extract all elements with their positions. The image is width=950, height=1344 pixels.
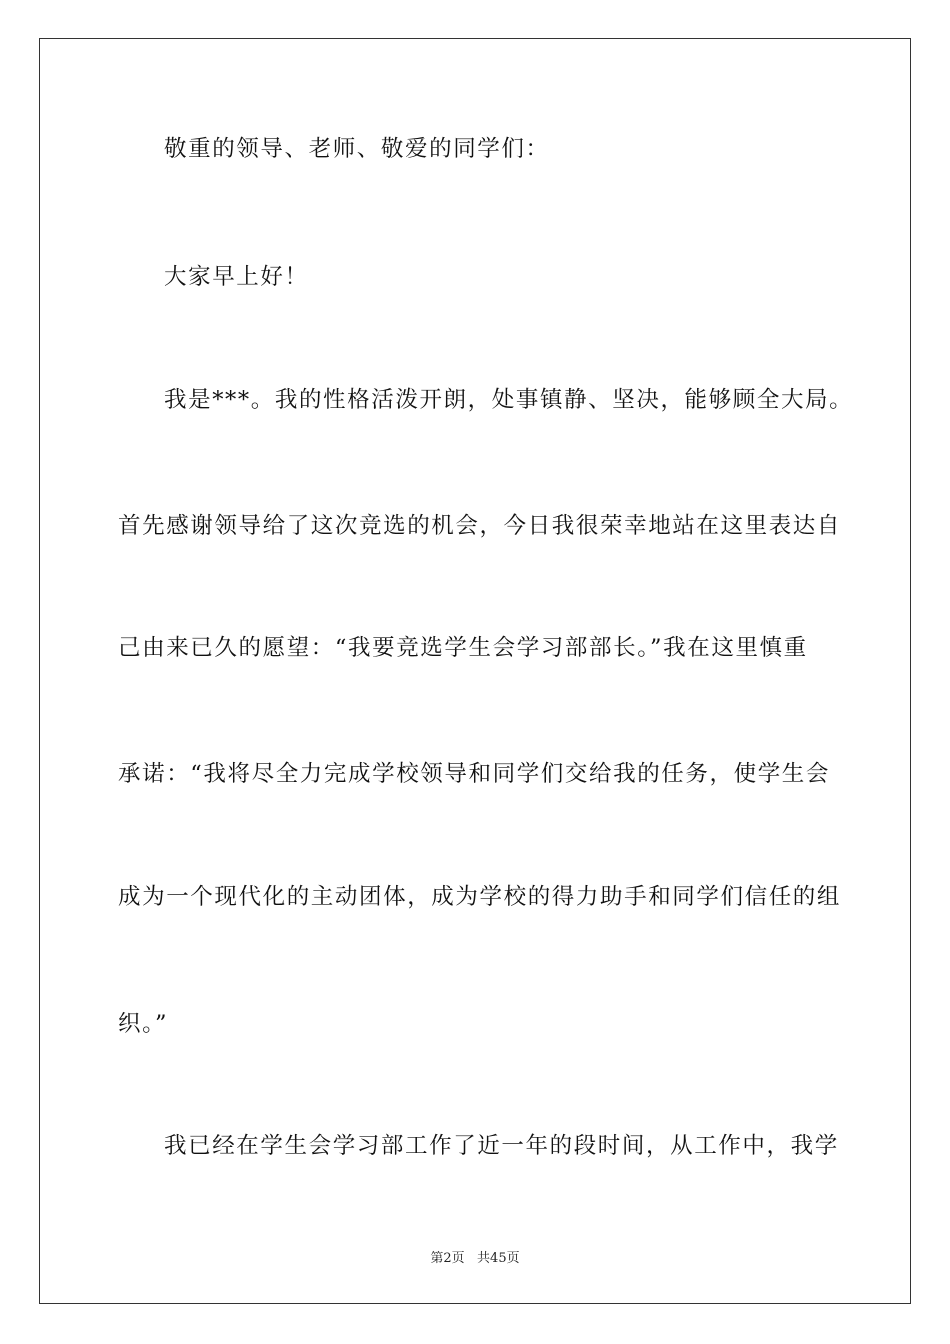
body-line: 织。”: [118, 1011, 169, 1037]
body-line: 我是***。我的性格活泼开朗，处事镇静、坚决，能够顾全大局。: [164, 387, 854, 413]
body-line: 我已经在学生会学习部工作了近一年的段时间，从工作中，我学: [164, 1133, 839, 1159]
page-border: [39, 38, 911, 1304]
body-line: 首先感谢领导给了这次竞选的机会，今日我很荣幸地站在这里表达自: [118, 513, 842, 539]
body-line: 己由来已久的愿望：“我要竞选学生会学习部部长。”我在这里慎重: [118, 635, 808, 661]
salutation-line: 敬重的领导、老师、敬爱的同学们：: [164, 136, 550, 162]
body-line: 成为一个现代化的主动团体，成为学校的得力助手和同学们信任的组: [118, 884, 842, 910]
page-number-footer: 第2页 共45页: [430, 1251, 520, 1266]
body-line: 承诺：“我将尽全力完成学校领导和同学们交给我的任务，使学生会: [118, 761, 831, 787]
greeting-line: 大家早上好！: [164, 264, 309, 290]
